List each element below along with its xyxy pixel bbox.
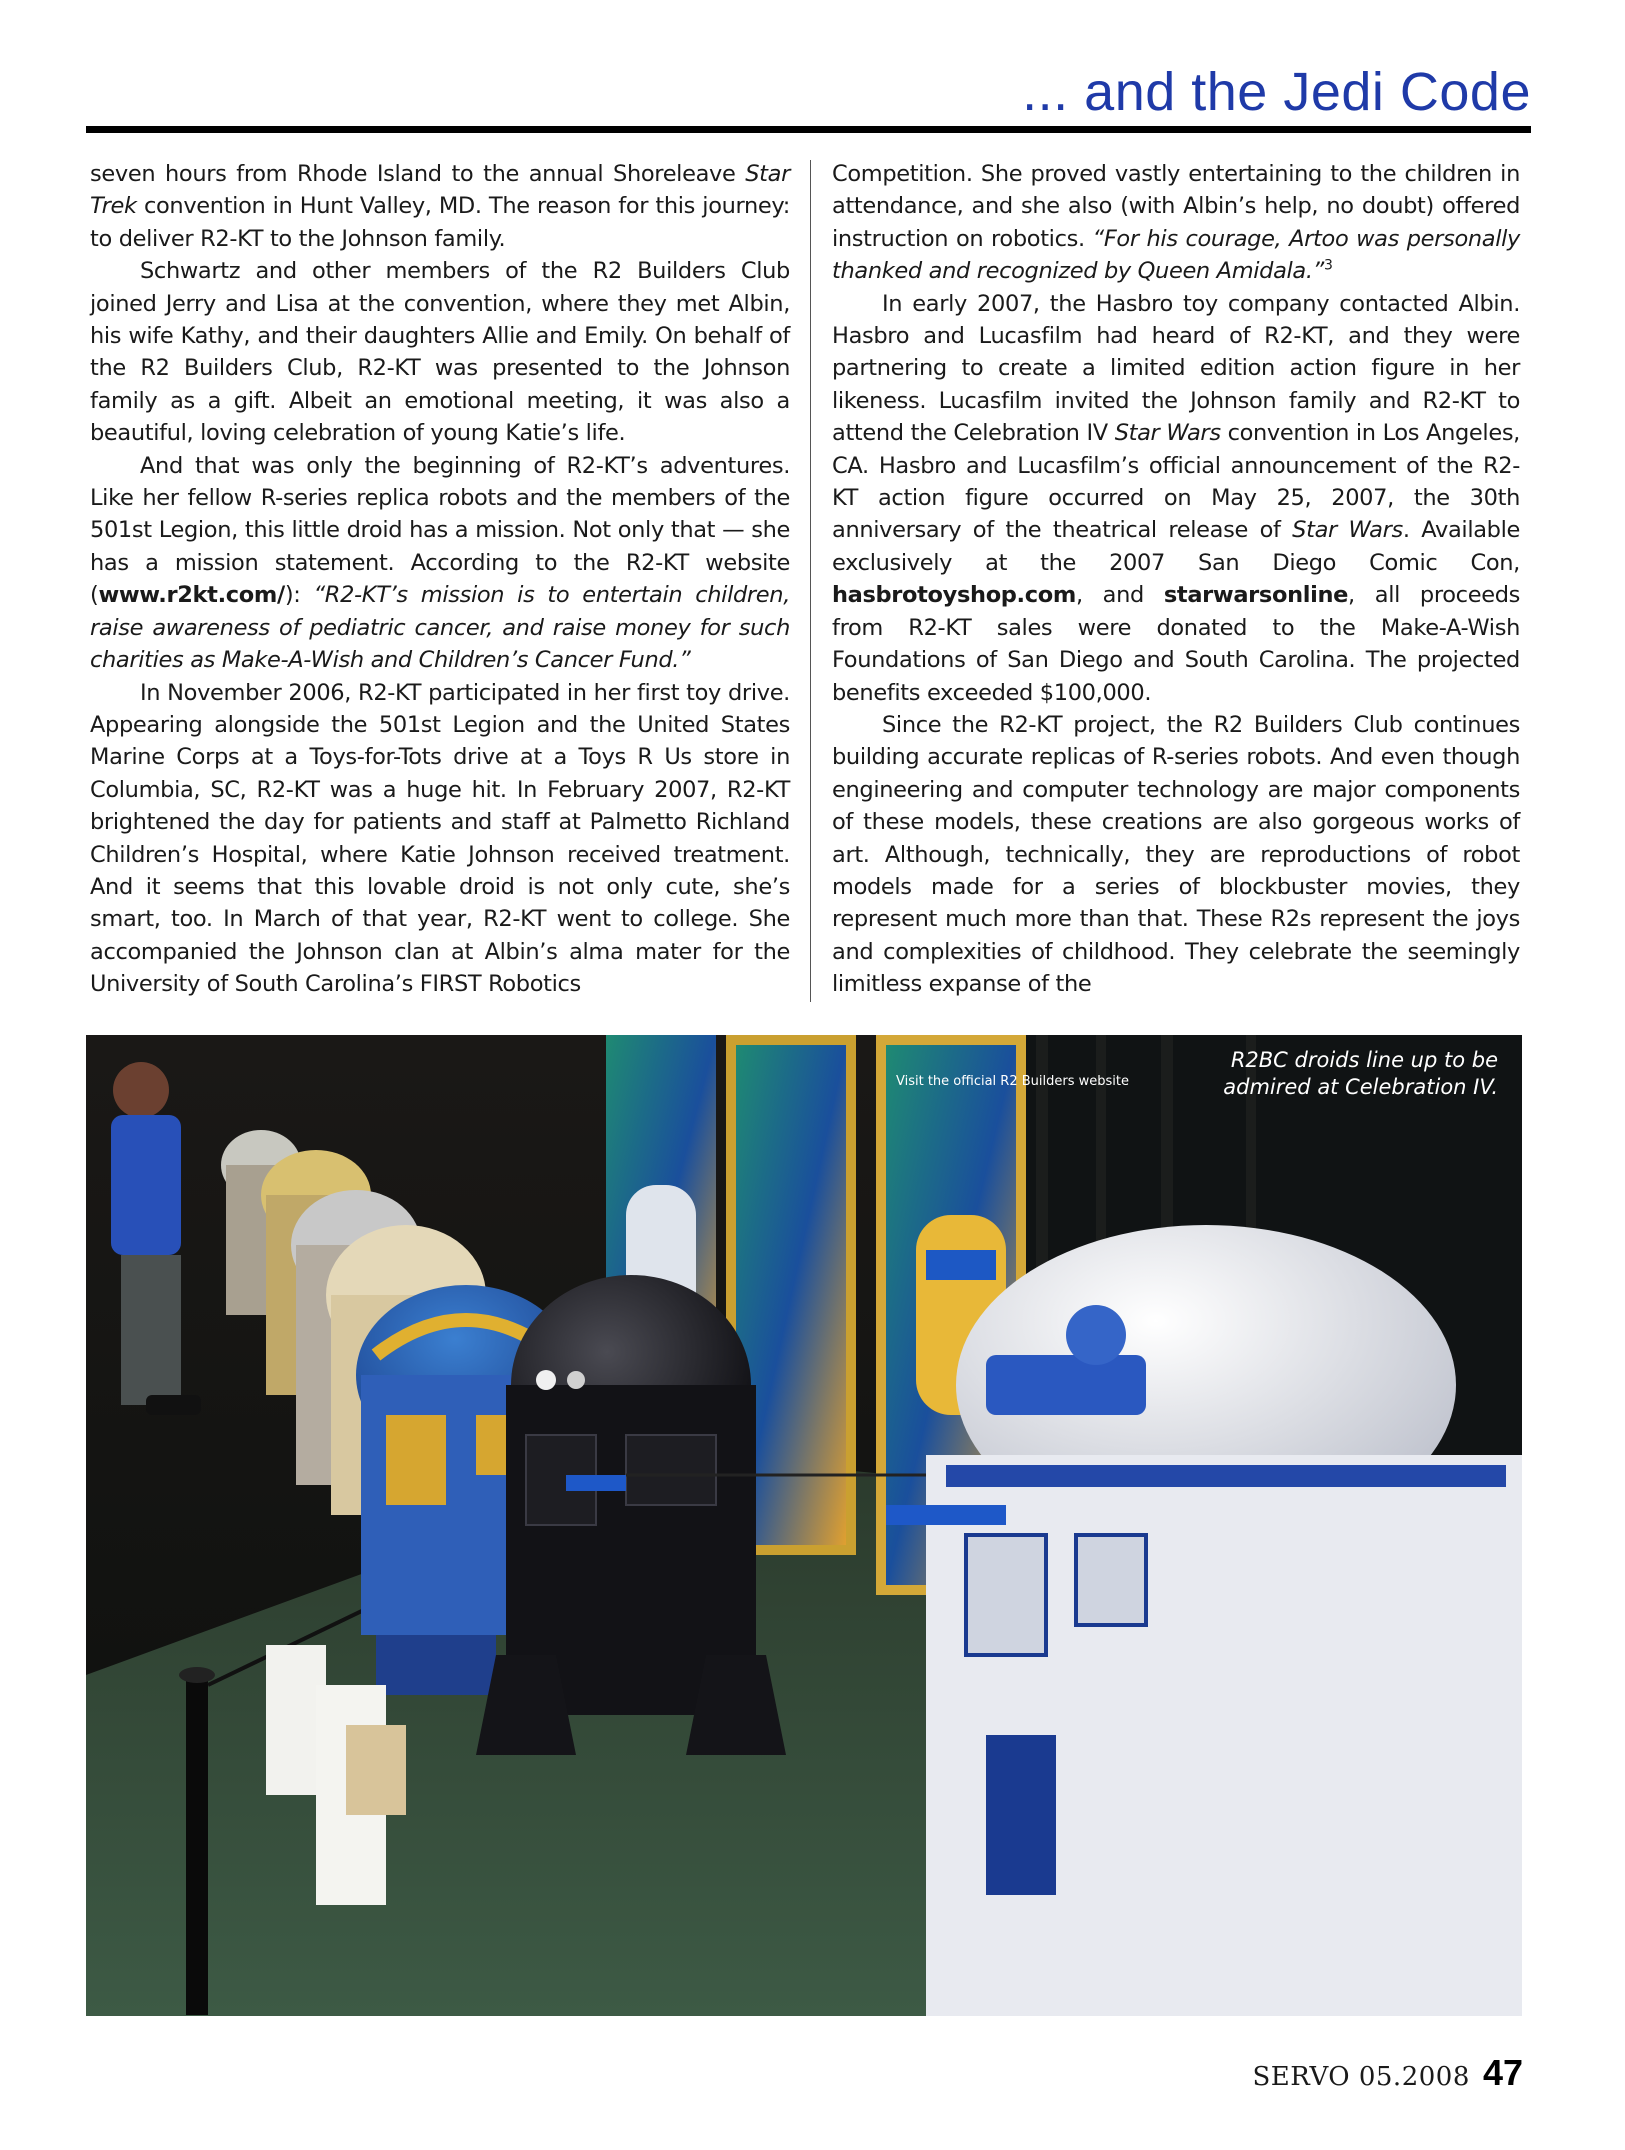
droid-white-blue — [886, 1225, 1522, 2016]
footnote-marker: 3 — [1323, 257, 1333, 274]
starwars-link[interactable]: starwarsonline — [1163, 582, 1349, 609]
website-link[interactable]: www.r2kt.com/ — [98, 582, 285, 609]
article-column-right — [832, 158, 1520, 1001]
column-divider — [810, 160, 811, 1002]
paragraph: In November 2006, R2-KT participated in her first toy drive. Appearing alongside the 501st Legion and the United States Marine Corps at a Toys-for-Tots drive at a Toys R Us store in Columbia, SC, R2-KT was a huge hit. In February 2007, R2-KT brightened the day for patients and staff at Palmetto Richland Children’s Hospital, where Katie Johnson received treatment. And it seems that this lovable droid is not only cute, she’s smart, too. In March of that year, R2-KT went to college. She accompanied the Johnson clan at Albin’s alma mater for the University of South Carolina’s FIRST Robotics — [90, 679, 790, 998]
photo-caption: R2BC droids line up to be admired at Celebration IV. — [1223, 1048, 1498, 1099]
paragraph: seven hours from Rhode Island to the annual Shoreleave Star Trek convention in Hunt Valley, MD. The reason for this journey: to deliver R2-KT to the Johnson family. — [90, 161, 790, 252]
paragraph: And that was only the beginning of R2-KT’s adventures. Like her fellow R-series replica robots and the members of the 501st Legion, this little droid has a mission. Not only that — she has a mission statement. According to the R2-KT website (www.r2kt.com/): “R2-KT’s mission is to entertain children, raise awareness of pediatric cancer, and raise money for such charities as Make-A-Wish and Children’s Cancer Fund.” — [90, 452, 791, 674]
paragraph: Competition. She proved vastly entertaining to the children in attendance, and she also (with Albin’s help, no doubt) offered instruction on robotics. “For his courage, Artoo was personally thanked and recognized by Queen Amidala.”$^3$ — [832, 161, 1520, 285]
page-number: 47 — [1482, 2052, 1523, 2093]
hasbro-link[interactable]: hasbrotoyshop.com — [832, 582, 1076, 609]
page-footer — [1253, 2052, 1524, 2094]
paragraph: Schwartz and other members of the R2 Builders Club joined Jerry and Lisa at the convention, where they met Albin, his wife Kathy, and their daughters Allie and Emily. On behalf of the R2 Builders Club, R2-KT was presented to the Johnson family as a gift. Albeit an emotional meeting, it was also a beautiful, loving celebration of young Katie’s life. — [90, 258, 790, 447]
paragraph: In early 2007, the Hasbro toy company contacted Albin. Hasbro and Lucasfilm had heard of R2-KT, and they were partnering to create a limited edition action figure in her likeness. Lucasfilm invited the Johnson family and R2-KT to attend the Celebration IV Star Wars convention in Los Angeles, CA. Hasbro and Lucasfilm’s official announcement of the R2-KT action figure occurred on May 25, 2007, the 30th anniversary of the theatrical release of Star Wars. Available exclusively at the 2007 San Diego Comic Con, hasbrotoyshop.com, and starwarsonline, all proceeds from R2-KT sales were donated to the Make-A-Wish Foundations of San Diego and South Carolina. The projected benefits exceeded $100,000. — [832, 290, 1520, 706]
page-header-title: ... and the Jedi Code — [1022, 62, 1531, 122]
article-column-left — [90, 158, 790, 1001]
header-rule — [86, 126, 1531, 133]
magazine-issue: SERVO 05.2008 — [1252, 2062, 1470, 2092]
paragraph: Since the R2-KT project, the R2 Builders Club continues building accurate replicas of R-series robots. And even though engineering and computer technology are major components of these models, these creations are also gorgeous works of art. Although, technically, they are reproductions of robot models made for a series of blockbuster movies, they represent much more than that. These R2s represent the joys and complexities of childhood. They celebrate the seemingly limitless expanse of the — [832, 711, 1520, 998]
svg-text:Visit the official R2 Builders: Visit the official R2 Builders website — [896, 1074, 1129, 1089]
stanchion-post — [186, 1675, 208, 2015]
photo-r2-droids — [86, 1035, 1522, 2016]
